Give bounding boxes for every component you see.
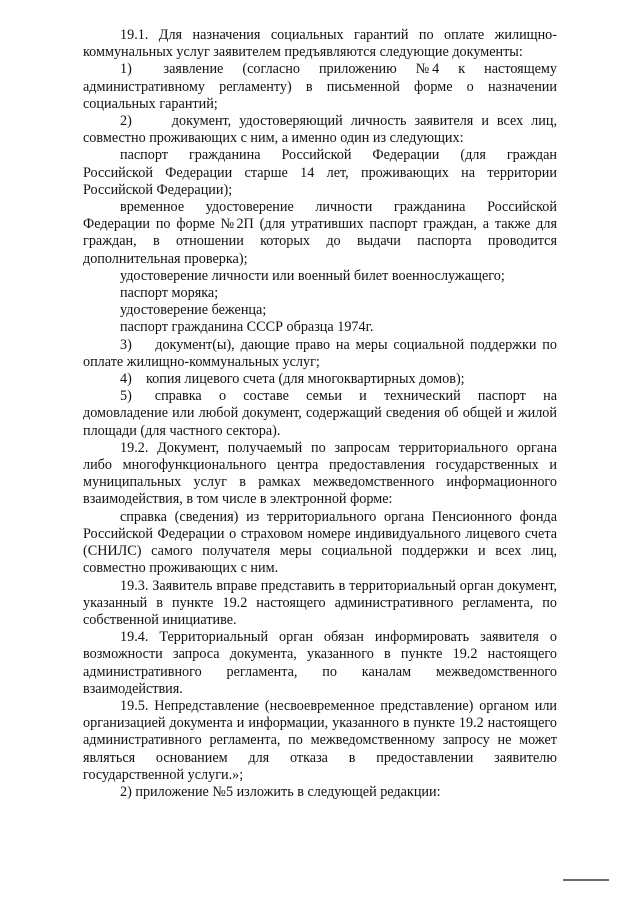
paragraph-snils-certificate: справка (сведения) из территориального органа Пенсионного фонда Российской Федерации о страховом номере индивидуального лицевого счета (СНИЛС) самого получателя меры социальной поддержки и всех лиц, совместно проживающих с ним. — [83, 508, 557, 577]
document-option-temporary-id: временное удостоверение личности гражданина Российской Федерации по форме №2П (для утративших паспорт граждан, а также для граждан, в отношении которых до выдачи паспорта проводится дополнительная проверка); — [83, 199, 557, 267]
document-body — [83, 27, 557, 801]
document-option-refugee-id: удостоверение беженца; — [120, 302, 267, 319]
paragraph-19-2: 19.2. Документ, получаемый по запросам территориального органа либо многофункционального центра предоставления государственных и муниципальных услуг в рамках межведомственного информационного взаимодействия, в том числе в электронной форме: — [83, 439, 557, 508]
document-option-ussr-passport: паспорт гражданина СССР образца 1974г. — [120, 319, 374, 336]
paragraph-19-3: 19.3. Заявитель вправе представить в территориальный орган документ, указанный в пункте 19.2 настоящего административного регламента, по собственной инициативе. — [83, 577, 557, 628]
footer-rule — [563, 879, 609, 881]
list-item-4: 4) копия лицевого счета (для многоквартирных домов); — [120, 371, 465, 388]
document-option-passport-rf: паспорт гражданина Российской Федерации (для граждан Российской Федерации старше 14 лет, проживающих на территории Российской Федерации); — [83, 147, 557, 198]
list-item-3: 3) документ(ы), дающие право на меры социальной поддержки по оплате жилищно-коммунальных услуг; — [83, 336, 557, 370]
list-item-1: 1) заявление (согласно приложению №4 к настоящему административному регламенту) в письменной форме о назначении социальных гарантий; — [83, 61, 557, 112]
document-option-seaman-passport: паспорт моряка; — [120, 285, 219, 302]
document-option-military-id: удостоверение личности или военный билет военнослужащего; — [120, 267, 505, 284]
paragraph-19-1: 19.1. Для назначения социальных гарантий по оплате жилищно-коммунальных услуг заявителем предъявляются следующие документы: — [83, 27, 557, 61]
list-item-5: 5) справка о составе семьи и технический паспорт на домовладение или любой документ, содержащий сведения об общей и жилой площади (для частного сектора). — [83, 388, 557, 439]
list-item-2: 2) документ, удостоверяющий личность заявителя и всех лиц, совместно проживающих с ним, а именно один из следующих: — [83, 113, 557, 147]
paragraph-19-5: 19.5. Непредставление (несвоевременное представление) органом или организацией документа и информации, указанного в пункте 19.2 настоящего административного регламента, по межведомственному запросу не может являться основанием для отказа в предоставлении заявителю государственной услуги.»; — [83, 697, 557, 783]
paragraph-19-4: 19.4. Территориальный орган обязан информировать заявителя о возможности запроса документа, указанного в пункте 19.2 настоящего административного регламента, по каналам межведомственного взаимодействия. — [83, 629, 557, 697]
paragraph-appendix-5: 2) приложение №5 изложить в следующей редакции: — [120, 783, 441, 800]
